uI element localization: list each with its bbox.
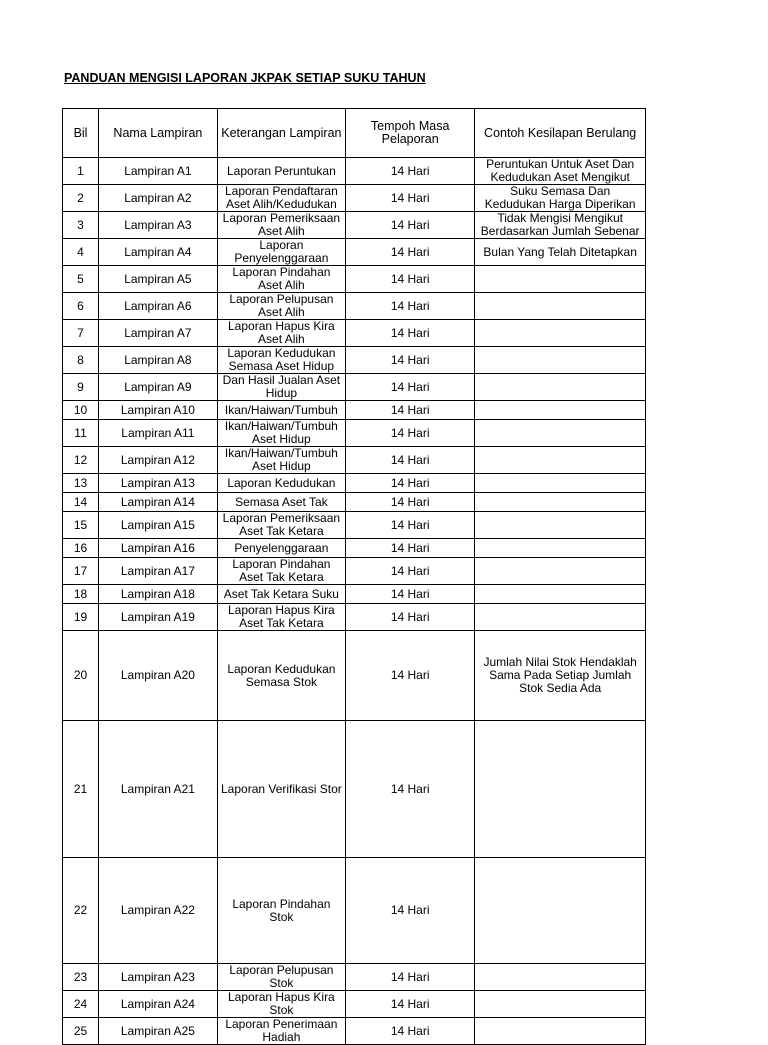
table-row [63, 420, 646, 447]
cell-keterangan: Laporan Pindahan Aset Tak Ketara [217, 558, 345, 585]
cell-keterangan: Laporan Kedudukan Semasa Aset Hidup [217, 347, 345, 374]
table-row [63, 631, 646, 721]
cell-nama-lampiran: Lampiran A3 [99, 212, 218, 239]
cell-nama-lampiran: Lampiran A8 [99, 347, 218, 374]
cell-contoh-kesilapan: Bulan Yang Telah Ditetapkan [475, 239, 646, 266]
table-body [63, 158, 646, 1045]
cell-bil: 6 [63, 293, 99, 320]
cell-contoh-kesilapan [475, 401, 646, 420]
cell-nama-lampiran: Lampiran A14 [99, 493, 218, 512]
cell-nama-lampiran: Lampiran A15 [99, 512, 218, 539]
cell-bil: 20 [63, 631, 99, 721]
table-row [63, 447, 646, 474]
cell-nama-lampiran: Lampiran A16 [99, 539, 218, 558]
document-title: PANDUAN MENGISI LAPORAN JKPAK SETIAP SUKU TAHUN [64, 71, 426, 85]
cell-bil: 5 [63, 266, 99, 293]
table-row [63, 474, 646, 493]
cell-keterangan: Ikan/Haiwan/Tumbuh Aset Hidup [217, 420, 345, 447]
cell-tempoh: 14 Hari [346, 420, 475, 447]
cell-tempoh: 14 Hari [346, 239, 475, 266]
cell-keterangan: Laporan Penyelenggaraan [217, 239, 345, 266]
cell-contoh-kesilapan: Peruntukan Untuk Aset Dan Kedudukan Aset Mengikut [475, 158, 646, 185]
cell-keterangan: Laporan Hapus Kira Aset Tak Ketara [217, 604, 345, 631]
cell-bil: 4 [63, 239, 99, 266]
cell-bil: 16 [63, 539, 99, 558]
cell-keterangan: Laporan Hapus Kira Stok [217, 991, 345, 1018]
cell-nama-lampiran: Lampiran A6 [99, 293, 218, 320]
table-row [63, 858, 646, 964]
cell-contoh-kesilapan [475, 293, 646, 320]
cell-contoh-kesilapan [475, 347, 646, 374]
cell-contoh-kesilapan: Suku Semasa Dan Kedudukan Harga Diperikan [475, 185, 646, 212]
table-row [63, 374, 646, 401]
cell-contoh-kesilapan [475, 266, 646, 293]
cell-bil: 12 [63, 447, 99, 474]
cell-keterangan: Laporan Hapus Kira Aset Alih [217, 320, 345, 347]
cell-tempoh: 14 Hari [346, 212, 475, 239]
table-row [63, 585, 646, 604]
cell-tempoh: 14 Hari [346, 991, 475, 1018]
cell-tempoh: 14 Hari [346, 858, 475, 964]
cell-keterangan: Ikan/Haiwan/Tumbuh [217, 401, 345, 420]
lampiran-table [62, 108, 646, 1045]
cell-nama-lampiran: Lampiran A23 [99, 964, 218, 991]
cell-bil: 18 [63, 585, 99, 604]
table-row [63, 293, 646, 320]
cell-contoh-kesilapan [475, 447, 646, 474]
cell-keterangan: Laporan Kedudukan Semasa Stok [217, 631, 345, 721]
header-nama-lampiran: Nama Lampiran [99, 109, 218, 158]
cell-contoh-kesilapan [475, 991, 646, 1018]
cell-nama-lampiran: Lampiran A5 [99, 266, 218, 293]
cell-nama-lampiran: Lampiran A1 [99, 158, 218, 185]
cell-tempoh: 14 Hari [346, 539, 475, 558]
cell-contoh-kesilapan: Jumlah Nilai Stok Hendaklah Sama Pada Setiap Jumlah Stok Sedia Ada [475, 631, 646, 721]
cell-tempoh: 14 Hari [346, 631, 475, 721]
cell-contoh-kesilapan [475, 539, 646, 558]
table-row [63, 212, 646, 239]
cell-tempoh: 14 Hari [346, 474, 475, 493]
cell-keterangan: Laporan Pendaftaran Aset Alih/Kedudukan [217, 185, 345, 212]
cell-tempoh: 14 Hari [346, 585, 475, 604]
cell-keterangan: Laporan Peruntukan [217, 158, 345, 185]
cell-tempoh: 14 Hari [346, 320, 475, 347]
table-row [63, 158, 646, 185]
cell-contoh-kesilapan [475, 374, 646, 401]
cell-bil: 19 [63, 604, 99, 631]
cell-tempoh: 14 Hari [346, 401, 475, 420]
cell-keterangan: Laporan Pindahan Aset Alih [217, 266, 345, 293]
cell-bil: 14 [63, 493, 99, 512]
cell-keterangan: Semasa Aset Tak [217, 493, 345, 512]
cell-tempoh: 14 Hari [346, 512, 475, 539]
cell-keterangan: Laporan Penerimaan Hadiah [217, 1018, 345, 1045]
cell-contoh-kesilapan [475, 474, 646, 493]
cell-bil: 10 [63, 401, 99, 420]
cell-tempoh: 14 Hari [346, 185, 475, 212]
cell-nama-lampiran: Lampiran A9 [99, 374, 218, 401]
cell-bil: 24 [63, 991, 99, 1018]
cell-tempoh: 14 Hari [346, 374, 475, 401]
header-contoh-kesilapan: Contoh Kesilapan Berulang [475, 109, 646, 158]
cell-keterangan: Laporan Pelupusan Stok [217, 964, 345, 991]
cell-nama-lampiran: Lampiran A13 [99, 474, 218, 493]
cell-bil: 7 [63, 320, 99, 347]
cell-contoh-kesilapan [475, 585, 646, 604]
header-bil: Bil [63, 109, 99, 158]
table-row [63, 964, 646, 991]
cell-tempoh: 14 Hari [346, 347, 475, 374]
cell-contoh-kesilapan [475, 320, 646, 347]
cell-keterangan: Laporan Pemeriksaan Aset Alih [217, 212, 345, 239]
cell-keterangan: Ikan/Haiwan/Tumbuh Aset Hidup [217, 447, 345, 474]
cell-bil: 9 [63, 374, 99, 401]
table-row [63, 991, 646, 1018]
cell-contoh-kesilapan [475, 721, 646, 858]
header-tempoh-masa: Tempoh Masa Pelaporan [346, 109, 475, 158]
cell-tempoh: 14 Hari [346, 558, 475, 585]
table-row [63, 347, 646, 374]
cell-keterangan: Laporan Pemeriksaan Aset Tak Ketara [217, 512, 345, 539]
table-row [63, 239, 646, 266]
table-row [63, 721, 646, 858]
cell-contoh-kesilapan [475, 493, 646, 512]
cell-nama-lampiran: Lampiran A4 [99, 239, 218, 266]
cell-nama-lampiran: Lampiran A24 [99, 991, 218, 1018]
cell-bil: 22 [63, 858, 99, 964]
table-row [63, 604, 646, 631]
cell-tempoh: 14 Hari [346, 604, 475, 631]
cell-nama-lampiran: Lampiran A2 [99, 185, 218, 212]
cell-tempoh: 14 Hari [346, 721, 475, 858]
cell-contoh-kesilapan [475, 604, 646, 631]
table-row [63, 266, 646, 293]
cell-nama-lampiran: Lampiran A19 [99, 604, 218, 631]
table-row [63, 320, 646, 347]
cell-nama-lampiran: Lampiran A10 [99, 401, 218, 420]
cell-keterangan: Aset Tak Ketara Suku [217, 585, 345, 604]
cell-tempoh: 14 Hari [346, 266, 475, 293]
table-row [63, 558, 646, 585]
cell-nama-lampiran: Lampiran A11 [99, 420, 218, 447]
cell-bil: 3 [63, 212, 99, 239]
cell-tempoh: 14 Hari [346, 1018, 475, 1045]
cell-bil: 25 [63, 1018, 99, 1045]
cell-bil: 15 [63, 512, 99, 539]
cell-bil: 17 [63, 558, 99, 585]
cell-contoh-kesilapan [475, 964, 646, 991]
table-row [63, 401, 646, 420]
cell-tempoh: 14 Hari [346, 493, 475, 512]
table-row [63, 493, 646, 512]
cell-contoh-kesilapan [475, 512, 646, 539]
cell-nama-lampiran: Lampiran A25 [99, 1018, 218, 1045]
cell-contoh-kesilapan [475, 558, 646, 585]
table-row [63, 539, 646, 558]
cell-bil: 21 [63, 721, 99, 858]
cell-keterangan: Laporan Verifikasi Stor [217, 721, 345, 858]
cell-keterangan: Penyelenggaraan [217, 539, 345, 558]
cell-nama-lampiran: Lampiran A20 [99, 631, 218, 721]
cell-contoh-kesilapan [475, 858, 646, 964]
header-keterangan-lampiran: Keterangan Lampiran [217, 109, 345, 158]
cell-contoh-kesilapan [475, 1018, 646, 1045]
cell-nama-lampiran: Lampiran A22 [99, 858, 218, 964]
cell-tempoh: 14 Hari [346, 158, 475, 185]
table-header-row [63, 109, 646, 158]
cell-nama-lampiran: Lampiran A18 [99, 585, 218, 604]
cell-bil: 2 [63, 185, 99, 212]
cell-keterangan: Laporan Kedudukan [217, 474, 345, 493]
cell-contoh-kesilapan [475, 420, 646, 447]
table-row [63, 1018, 646, 1045]
cell-keterangan: Laporan Pindahan Stok [217, 858, 345, 964]
cell-bil: 23 [63, 964, 99, 991]
cell-bil: 8 [63, 347, 99, 374]
cell-tempoh: 14 Hari [346, 447, 475, 474]
cell-nama-lampiran: Lampiran A21 [99, 721, 218, 858]
table-row [63, 512, 646, 539]
cell-nama-lampiran: Lampiran A12 [99, 447, 218, 474]
cell-bil: 1 [63, 158, 99, 185]
cell-keterangan: Dan Hasil Jualan Aset Hidup [217, 374, 345, 401]
cell-keterangan: Laporan Pelupusan Aset Alih [217, 293, 345, 320]
cell-nama-lampiran: Lampiran A7 [99, 320, 218, 347]
cell-bil: 11 [63, 420, 99, 447]
cell-contoh-kesilapan: Tidak Mengisi Mengikut Berdasarkan Jumlah Sebenar [475, 212, 646, 239]
cell-tempoh: 14 Hari [346, 964, 475, 991]
cell-tempoh: 14 Hari [346, 293, 475, 320]
table-row [63, 185, 646, 212]
cell-bil: 13 [63, 474, 99, 493]
cell-nama-lampiran: Lampiran A17 [99, 558, 218, 585]
